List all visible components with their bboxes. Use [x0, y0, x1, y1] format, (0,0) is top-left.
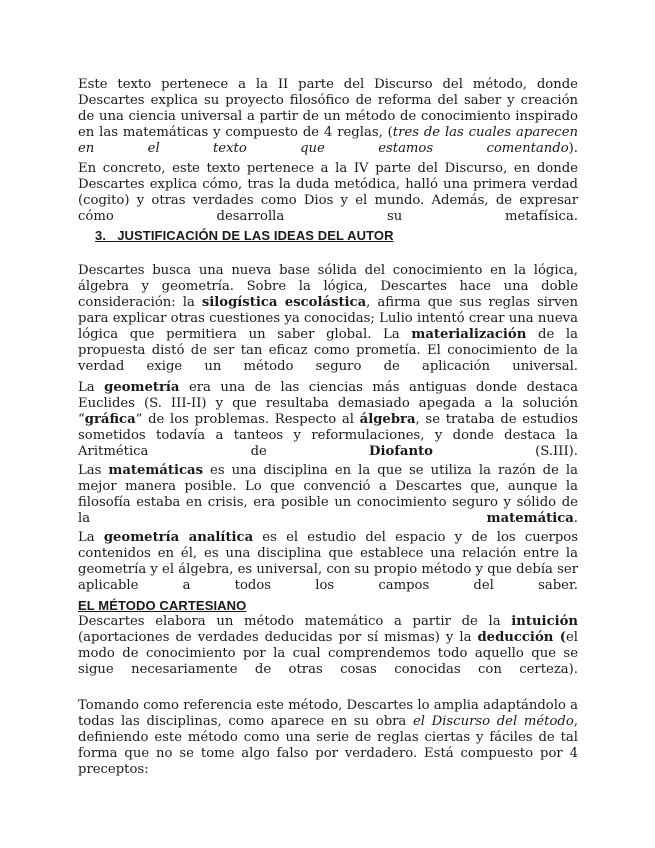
paragraph-geometria-analitica: La geometría analítica es el estudio del espacio y de los cuerpos contenidos en él, es una disciplina que establece una relación entre la geometría y el álgebra, es universal, con su propio método y que debía ser aplicable a todos los campos del saber. [78, 530, 578, 593]
paragraph-discurso-part-iv: En concreto, este texto pertenece a la IV parte del Discurso, en donde Descartes explica cómo, tras la duda metódica, halló una primera verdad (cogito) y otras verdades como Dios y el mundo. Además, de expresar cómo desarrolla su metafísica. [78, 161, 578, 224]
paragraph-preceptos: Tomando como referencia este método, Descartes lo amplia adaptándolo a todas las disciplinas, como aparece en su obra el Discurso del método, definiendo este método como una serie de reglas ciertas y fáciles de tal forma que no se tome algo falso por verdadero. Está compuesto por 4 preceptos: [78, 698, 578, 777]
italic-note: tres de las cuales aparecen en el texto que estamos comentando [78, 125, 578, 156]
section-number: 3. [95, 228, 107, 243]
section-heading-metodo-cartesiano: EL MÉTODO CARTESIANO [78, 598, 247, 613]
section-title: JUSTIFICACIÓN DE LAS IDEAS DEL AUTOR [117, 228, 394, 243]
paragraph-logica: Descartes busca una nueva base sólida del conocimiento en la lógica, álgebra y geometría. Sobre la lógica, Descartes hace una doble consideración: la silogística escolástica, afirma que sus reglas sirven para explicar otras cuestiones ya conocidas; Lulio intentó crear una nueva lógica que permitiera un saber global. La materialización de la propuesta distó de ser tan eficaz como prometía. El conocimiento de la verdad exige un método seguro de aplicación universal. [78, 263, 578, 374]
paragraph-geometria-algebra: La geometría era una de las ciencias más antiguas donde destaca Euclides (S. III-II) y que resultaba demasiado apegada a la solución “gráfica” de los problemas. Respecto al álgebra, se trataba de estudios sometidos todavía a tanteos y reformulaciones, y donde destaca la Aritmética de Diofanto (S.III). [78, 380, 578, 459]
paragraph-discurso-part-ii: Este texto pertenece a la II parte del Discurso del método, donde Descartes explica su proyecto filosófico de reforma del saber y creación de una ciencia universal a partir de un método de conocimiento inspirado en las matemáticas y compuesto de 4 reglas, (tres de las cuales aparecen en el texto que estamos comentando). [78, 77, 578, 156]
section-heading-justificacion [95, 228, 394, 244]
paragraph-metodo-matematico: Descartes elabora un método matemático a partir de la intuición (aportaciones de verdades deducidas por sí mismas) y la deducción (el modo de conocimiento por la cual comprendemos todo aquello que se sigue necesariamente de otras cosas conocidas con certeza). [78, 614, 578, 677]
paragraph-matematicas: Las matemáticas es una disciplina en la que se utiliza la razón de la mejor manera posible. Lo que convenció a Descartes que, aunque la filosofía estaba en crisis, era posible un conocimiento seguro y sólido de la matemática. [78, 463, 578, 526]
